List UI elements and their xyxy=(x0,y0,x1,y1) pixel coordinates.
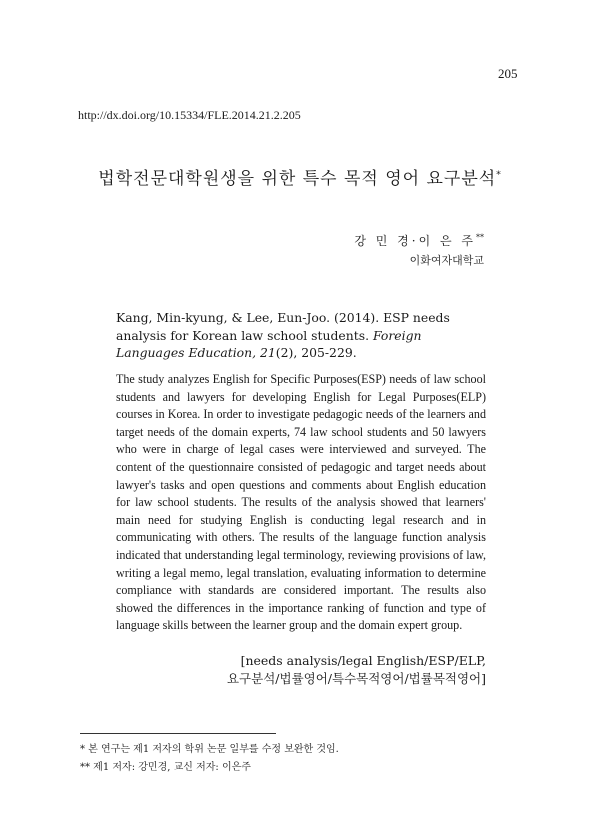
footnote-second: ** 제1 저자: 강민경, 교신 저자: 이은주 xyxy=(80,762,251,773)
citation-authors: Kang, Min-kyung, & Lee, Eun-Joo. (2014). ESP needs analysis for Korean law school students. xyxy=(116,310,450,343)
paper-title xyxy=(0,164,600,189)
footnotes xyxy=(80,741,339,777)
footnote-first: * 본 연구는 제1 저자의 학위 논문 일부를 수정 보완한 것임. xyxy=(80,744,339,755)
keywords-korean: 요구분석/법률영어/특수목적영어/법률목적영어] xyxy=(226,671,486,686)
footnote-divider xyxy=(80,733,276,734)
citation-volume: 21 xyxy=(260,345,276,361)
author-first: 강 민 경 xyxy=(354,234,412,248)
citation-journal: Foreign Languages Education, xyxy=(116,327,422,361)
abstract: The study analyzes English for Specific Purposes(ESP) needs of law school students and lawyers for developing English for Legal Purposes(ELP) courses in Korea. In order to investigate pedagogic needs of the learners and target needs of the domain experts, 74 law school students and 50 lawyers who were in charge of legal cases were interviewed and surveyed. The content of the questionnaire consisted of pedagogic and target needs about lawyer's tasks and open questions and comments about English education for law school students. The results of the analysis showed that learners' main need for studying English is conducting legal research and in communicating with others. The results of the language function analysis indicated that understanding legal terminology, reviewing provisions of law, writing a legal memo, legal translation, evaluating information to determine compliance with standards are considered important. The results also showed the differences in the importance ranking of function and type of language skills between the learner group and the domain expert group. xyxy=(116,372,486,633)
doi-link[interactable]: http://dx.doi.org/10.15334/FLE.2014.21.2.205 xyxy=(78,108,301,122)
author-footnote-mark: ** xyxy=(476,233,484,242)
citation-issue: (2), 205-229. xyxy=(275,345,357,361)
title-text: 법학전문대학원생을 위한 특수 목적 영어 요구분석 xyxy=(98,169,497,189)
title-footnote-mark: * xyxy=(496,170,502,181)
page-number: 205 xyxy=(498,66,518,81)
author-separator: · xyxy=(411,234,419,248)
author-line xyxy=(354,232,484,249)
citation xyxy=(116,309,486,362)
author-second: 이 은 주 xyxy=(418,234,476,248)
keywords xyxy=(227,652,486,688)
affiliation: 이화여자대학교 xyxy=(409,254,484,267)
keywords-english: [needs analysis/legal English/ESP/ELP, xyxy=(240,653,486,668)
